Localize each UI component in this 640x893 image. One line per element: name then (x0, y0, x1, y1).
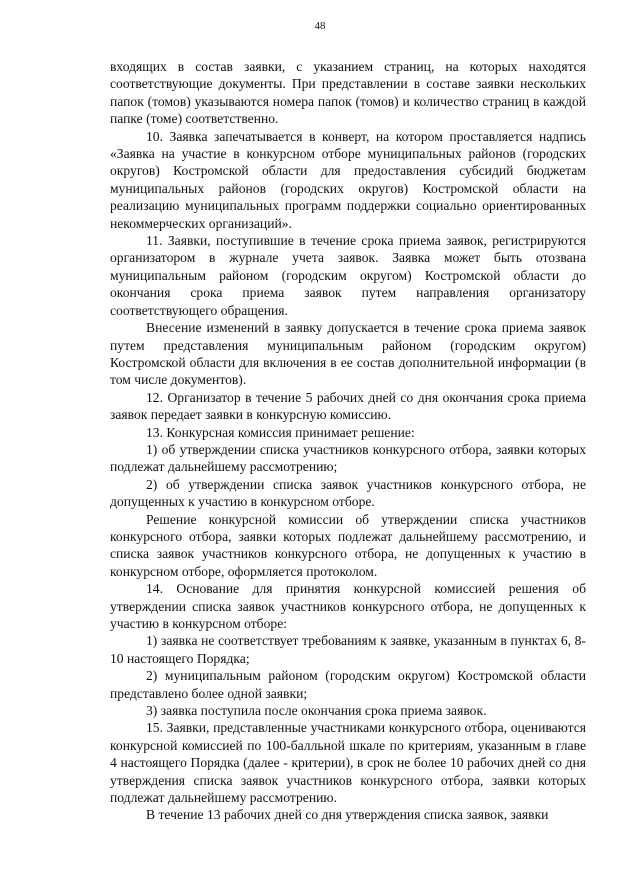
list-item-14-2: 2) муниципальным районом (городским округом) Костромской области представлено более одной заявки; (110, 668, 586, 701)
paragraph-item-12: 12. Организатор в течение 5 рабочих дней со дня окончания срока приема заявок передает заявки в конкурсную комиссию. (110, 389, 586, 423)
list-item-14-1: 1) заявка не соответствует требованиям к заявке, указанным в пунктах 6, 8-10 настоящего Порядка; (110, 633, 586, 666)
list-item-13-1: 1) об утверждении списка участников конкурсного отбора, заявки которых подлежат дальнейшему рассмотрению; (110, 441, 586, 475)
list-item-13-2: 2) об утверждении списка заявок участников конкурсного отбора, не допущенных к участию в конкурсном отборе. (110, 476, 586, 510)
paragraph-amendments: Внесение изменений в заявку допускается в течение срока приема заявок путем представления муниципальным районом (городским округом) Костромской области для включения в ее состав дополнительной информации (в том числе документов). (110, 320, 586, 388)
paragraph-item-15: 15. Заявки, представленные участниками конкурсного отбора, оцениваются конкурсной комиссией по 100-балльной шкале по критериям, указанным в главе 4 настоящего Порядка (далее - критерии), в срок не более 10 рабочих дней со дня утверждения списка заявок участников конкурсного отбора, заявки которых подлежат дальнейшему рассмотрению. (110, 720, 586, 806)
paragraph-final: В течение 13 рабочих дней со дня утверждения списка заявок, заявки (146, 807, 549, 823)
list-item-14-3: 3) заявка поступила после окончания срока приема заявок. (146, 703, 487, 719)
paragraph-item-11: 11. Заявки, поступившие в течение срока приема заявок, регистрируются организатором в журнале учета заявок. Заявка может быть отозвана муниципальным районом (городским округом) Костромской области до окончания срока приема заявок путем направления организатору соответствующего обращения. (110, 233, 586, 318)
paragraph-continuation: входящих в состав заявки, с указанием страниц, на которых находятся соответствующие документы. При представлении в составе заявки нескольких папок (томов) указываются номера папок (томов) и количество страниц в каждой папке (томе) соответственно. (110, 59, 586, 127)
paragraph-decision: Решение конкурсной комиссии об утверждении списка участников конкурсного отбора, заявки которых подлежат дальнейшему рассмотрению, и списка заявок участников конкурсного отбора, не допущенных к участию в конкурсном отборе, оформляется протоколом. (110, 511, 586, 579)
paragraph-item-10: 10. Заявка запечатывается в конверт, на котором проставляется надпись «Заявка на участие в конкурсном отборе муниципальных районов (городских округов) Костромской области для предоставления субсидий бюджетам муниципальных районов (городских округов) Костромской области на реализацию муниципальных программ поддержки социально ориентированных некоммерческих организаций». (110, 128, 586, 231)
paragraph-item-13: 13. Конкурсная комиссия принимает решение: (146, 424, 415, 440)
paragraph-item-14: 14. Основание для принятия конкурсной комиссией решения об утверждении списка заявок участников конкурсного отбора, не допущенных к участию в конкурсном отборе: (110, 581, 586, 631)
document-body (110, 58, 586, 824)
page-number: 48 (314, 20, 326, 32)
